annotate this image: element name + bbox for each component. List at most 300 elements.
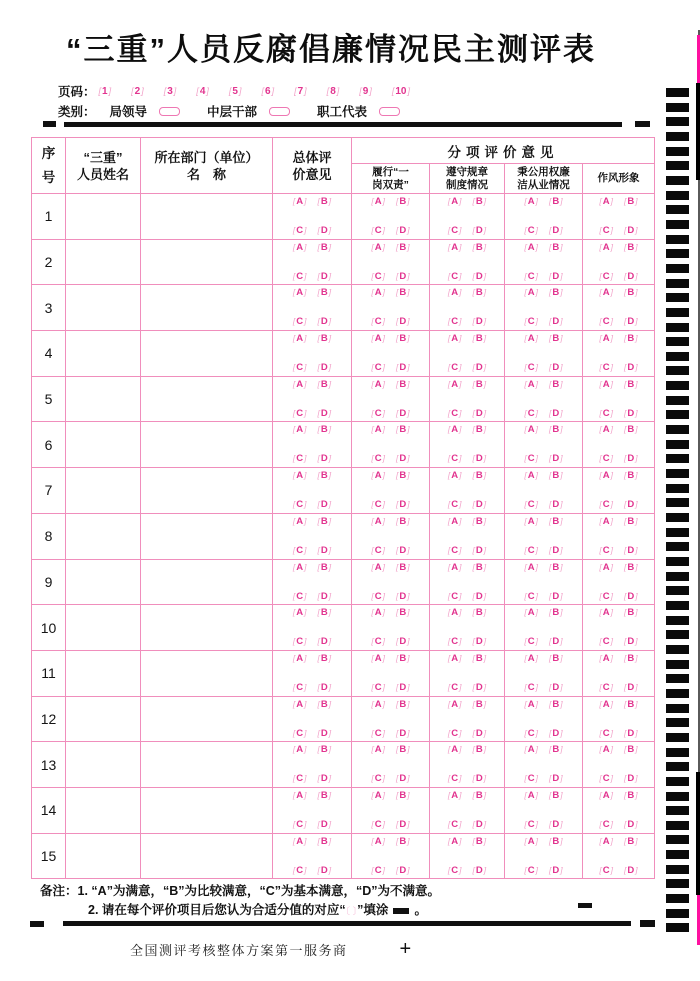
bubble-A[interactable]: [A] [599,698,613,710]
bubble-A[interactable]: [A] [447,424,462,436]
bubble-D[interactable]: [D] [396,362,410,374]
bubble-C[interactable]: [C] [447,270,462,282]
bubble-B[interactable]: [B] [472,607,487,619]
department-input-cell[interactable] [141,650,273,696]
bubble-D[interactable]: [D] [472,407,487,419]
bubble-A[interactable]: [A] [599,241,613,253]
name-input-cell[interactable] [66,787,141,833]
name-input-cell[interactable] [66,468,141,514]
department-input-cell[interactable] [141,742,273,788]
bubble-A[interactable]: [A] [599,515,613,527]
bubble-A[interactable]: [A] [292,652,307,664]
bubble-A[interactable]: [A] [447,515,462,527]
department-input-cell[interactable] [141,285,273,331]
bubble-A[interactable]: [A] [599,424,613,436]
bubble-C[interactable]: [C] [599,590,613,602]
bubble-C[interactable]: [C] [371,225,385,236]
bubble-D[interactable]: [D] [549,453,563,465]
name-input-cell[interactable] [66,742,141,788]
bubble-A[interactable]: [A] [292,287,307,299]
bubble-C[interactable]: [C] [599,407,613,419]
bubble-B[interactable]: [B] [396,378,410,390]
bubble-D[interactable]: [D] [396,681,410,693]
bubble-C[interactable]: [C] [524,544,538,556]
bubble-A[interactable]: [A] [447,698,462,710]
bubble-D[interactable]: [D] [317,636,332,648]
department-input-cell[interactable] [141,513,273,559]
bubble-A[interactable]: [A] [447,607,462,619]
bubble-C[interactable]: [C] [292,773,307,785]
bubble-D[interactable]: [D] [472,636,487,648]
bubble-A[interactable]: [A] [292,789,307,801]
bubble-B[interactable]: [B] [317,333,332,345]
bubble-A[interactable]: [A] [371,287,385,299]
bubble-D[interactable]: [D] [317,270,332,282]
bubble-B[interactable]: [B] [472,378,487,390]
bubble-B[interactable]: [B] [317,789,332,801]
bubble-C[interactable]: [C] [599,773,613,785]
bubble-A[interactable]: [A] [371,333,385,345]
bubble-D[interactable]: [D] [317,773,332,785]
bubble-D[interactable]: [D] [317,225,332,236]
bubble-C[interactable]: [C] [447,362,462,374]
bubble-D[interactable]: [D] [317,407,332,419]
bubble-C[interactable]: [C] [599,270,613,282]
department-input-cell[interactable] [141,376,273,422]
bubble-B[interactable]: [B] [549,287,563,299]
bubble-C[interactable]: [C] [292,818,307,830]
department-input-cell[interactable] [141,833,273,879]
bubble-D[interactable]: [D] [396,544,410,556]
bubble-B[interactable]: [B] [549,424,563,436]
bubble-D[interactable]: [D] [317,499,332,511]
bubble-D[interactable]: [D] [624,864,638,876]
bubble-B[interactable]: [B] [472,424,487,436]
page-bubble-10[interactable]: [10] [391,85,411,97]
bubble-B[interactable]: [B] [472,333,487,345]
bubble-D[interactable]: [D] [549,407,563,419]
bubble-B[interactable]: [B] [472,470,487,482]
bubble-C[interactable]: [C] [599,727,613,739]
bubble-A[interactable]: [A] [599,287,613,299]
bubble-B[interactable]: [B] [396,561,410,573]
bubble-A[interactable]: [A] [447,196,462,207]
department-input-cell[interactable] [141,194,273,240]
bubble-A[interactable]: [A] [599,835,613,847]
bubble-C[interactable]: [C] [447,407,462,419]
bubble-C[interactable]: [C] [524,362,538,374]
bubble-D[interactable]: [D] [549,681,563,693]
bubble-A[interactable]: [A] [371,652,385,664]
bubble-A[interactable]: [A] [371,744,385,756]
bubble-C[interactable]: [C] [371,818,385,830]
bubble-A[interactable]: [A] [524,607,538,619]
bubble-A[interactable]: [A] [447,333,462,345]
bubble-A[interactable]: [A] [292,241,307,253]
bubble-C[interactable]: [C] [599,864,613,876]
bubble-D[interactable]: [D] [317,453,332,465]
bubble-D[interactable]: [D] [624,362,638,374]
bubble-D[interactable]: [D] [396,727,410,739]
bubble-D[interactable]: [D] [549,636,563,648]
bubble-B[interactable]: [B] [549,607,563,619]
bubble-C[interactable]: [C] [524,818,538,830]
bubble-A[interactable]: [A] [524,515,538,527]
bubble-C[interactable]: [C] [371,453,385,465]
page-bubble-1[interactable]: [1] [98,85,112,97]
bubble-B[interactable]: [B] [624,607,638,619]
bubble-B[interactable]: [B] [317,424,332,436]
bubble-D[interactable]: [D] [472,453,487,465]
bubble-C[interactable]: [C] [599,453,613,465]
page-bubble-8[interactable]: [8] [326,85,340,97]
bubble-A[interactable]: [A] [524,744,538,756]
bubble-C[interactable]: [C] [371,727,385,739]
bubble-A[interactable]: [A] [524,835,538,847]
bubble-A[interactable]: [A] [599,744,613,756]
department-input-cell[interactable] [141,696,273,742]
department-input-cell[interactable] [141,559,273,605]
bubble-D[interactable]: [D] [396,270,410,282]
bubble-A[interactable]: [A] [599,470,613,482]
bubble-D[interactable]: [D] [472,773,487,785]
bubble-B[interactable]: [B] [396,196,410,207]
bubble-B[interactable]: [B] [317,744,332,756]
bubble-C[interactable]: [C] [524,864,538,876]
bubble-A[interactable]: [A] [371,378,385,390]
department-input-cell[interactable] [141,468,273,514]
category-checkbox-3[interactable] [379,107,400,116]
bubble-B[interactable]: [B] [624,378,638,390]
bubble-D[interactable]: [D] [396,636,410,648]
bubble-C[interactable]: [C] [599,499,613,511]
bubble-A[interactable]: [A] [524,789,538,801]
bubble-C[interactable]: [C] [599,636,613,648]
bubble-A[interactable]: [A] [292,835,307,847]
bubble-B[interactable]: [B] [472,241,487,253]
bubble-D[interactable]: [D] [472,727,487,739]
bubble-D[interactable]: [D] [472,499,487,511]
bubble-C[interactable]: [C] [292,727,307,739]
bubble-A[interactable]: [A] [524,561,538,573]
bubble-A[interactable]: [A] [599,378,613,390]
name-input-cell[interactable] [66,696,141,742]
bubble-A[interactable]: [A] [292,378,307,390]
bubble-A[interactable]: [A] [599,789,613,801]
bubble-A[interactable]: [A] [447,652,462,664]
bubble-A[interactable]: [A] [599,333,613,345]
bubble-B[interactable]: [B] [624,424,638,436]
bubble-B[interactable]: [B] [624,835,638,847]
bubble-D[interactable]: [D] [472,681,487,693]
bubble-C[interactable]: [C] [292,362,307,374]
bubble-D[interactable]: [D] [549,316,563,328]
bubble-D[interactable]: [D] [317,544,332,556]
bubble-D[interactable]: [D] [624,270,638,282]
bubble-B[interactable]: [B] [624,333,638,345]
bubble-B[interactable]: [B] [396,835,410,847]
bubble-B[interactable]: [B] [472,196,487,207]
bubble-A[interactable]: [A] [524,287,538,299]
bubble-C[interactable]: [C] [447,453,462,465]
bubble-B[interactable]: [B] [472,561,487,573]
name-input-cell[interactable] [66,605,141,651]
bubble-C[interactable]: [C] [371,590,385,602]
bubble-B[interactable]: [B] [317,835,332,847]
bubble-B[interactable]: [B] [472,835,487,847]
bubble-A[interactable]: [A] [292,698,307,710]
bubble-B[interactable]: [B] [396,652,410,664]
bubble-C[interactable]: [C] [292,864,307,876]
bubble-D[interactable]: [D] [396,316,410,328]
bubble-A[interactable]: [A] [599,652,613,664]
bubble-A[interactable]: [A] [292,607,307,619]
bubble-A[interactable]: [A] [371,196,385,207]
bubble-A[interactable]: [A] [371,470,385,482]
department-input-cell[interactable] [141,422,273,468]
bubble-C[interactable]: [C] [524,727,538,739]
bubble-A[interactable]: [A] [447,789,462,801]
bubble-A[interactable]: [A] [292,744,307,756]
bubble-D[interactable]: [D] [624,453,638,465]
bubble-B[interactable]: [B] [549,652,563,664]
category-checkbox-1[interactable] [159,107,180,116]
bubble-A[interactable]: [A] [524,424,538,436]
bubble-D[interactable]: [D] [472,590,487,602]
bubble-C[interactable]: [C] [447,818,462,830]
bubble-D[interactable]: [D] [624,818,638,830]
bubble-A[interactable]: [A] [292,561,307,573]
bubble-B[interactable]: [B] [472,698,487,710]
bubble-A[interactable]: [A] [292,424,307,436]
department-input-cell[interactable] [141,331,273,377]
bubble-D[interactable]: [D] [549,773,563,785]
bubble-A[interactable]: [A] [371,515,385,527]
bubble-B[interactable]: [B] [317,196,332,207]
bubble-D[interactable]: [D] [549,818,563,830]
bubble-D[interactable]: [D] [396,590,410,602]
bubble-B[interactable]: [B] [317,241,332,253]
bubble-A[interactable]: [A] [371,698,385,710]
bubble-B[interactable]: [B] [624,698,638,710]
bubble-D[interactable]: [D] [396,225,410,236]
bubble-B[interactable]: [B] [317,698,332,710]
bubble-C[interactable]: [C] [292,499,307,511]
bubble-A[interactable]: [A] [447,470,462,482]
bubble-D[interactable]: [D] [549,590,563,602]
bubble-D[interactable]: [D] [624,727,638,739]
bubble-B[interactable]: [B] [396,333,410,345]
bubble-B[interactable]: [B] [396,424,410,436]
category-checkbox-2[interactable] [269,107,290,116]
name-input-cell[interactable] [66,650,141,696]
name-input-cell[interactable] [66,331,141,377]
bubble-B[interactable]: [B] [549,835,563,847]
bubble-D[interactable]: [D] [624,636,638,648]
bubble-B[interactable]: [B] [549,470,563,482]
bubble-A[interactable]: [A] [447,378,462,390]
bubble-D[interactable]: [D] [624,225,638,236]
name-input-cell[interactable] [66,833,141,879]
bubble-A[interactable]: [A] [292,515,307,527]
bubble-D[interactable]: [D] [317,362,332,374]
bubble-C[interactable]: [C] [292,407,307,419]
bubble-A[interactable]: [A] [524,241,538,253]
bubble-A[interactable]: [A] [524,333,538,345]
bubble-C[interactable]: [C] [292,636,307,648]
bubble-A[interactable]: [A] [599,607,613,619]
bubble-B[interactable]: [B] [396,515,410,527]
bubble-A[interactable]: [A] [447,287,462,299]
bubble-B[interactable]: [B] [396,241,410,253]
page-bubble-6[interactable]: [6] [261,85,275,97]
bubble-C[interactable]: [C] [371,544,385,556]
department-input-cell[interactable] [141,239,273,285]
bubble-C[interactable]: [C] [292,453,307,465]
bubble-D[interactable]: [D] [472,544,487,556]
bubble-D[interactable]: [D] [317,818,332,830]
bubble-B[interactable]: [B] [624,744,638,756]
bubble-D[interactable]: [D] [472,864,487,876]
bubble-B[interactable]: [B] [624,789,638,801]
bubble-B[interactable]: [B] [549,744,563,756]
bubble-D[interactable]: [D] [549,499,563,511]
bubble-B[interactable]: [B] [317,470,332,482]
bubble-B[interactable]: [B] [549,333,563,345]
bubble-A[interactable]: [A] [599,561,613,573]
bubble-C[interactable]: [C] [524,453,538,465]
bubble-D[interactable]: [D] [624,773,638,785]
bubble-A[interactable]: [A] [371,241,385,253]
bubble-D[interactable]: [D] [317,316,332,328]
bubble-B[interactable]: [B] [472,789,487,801]
bubble-C[interactable]: [C] [447,727,462,739]
bubble-D[interactable]: [D] [396,773,410,785]
bubble-C[interactable]: [C] [524,225,538,236]
bubble-D[interactable]: [D] [549,544,563,556]
bubble-A[interactable]: [A] [292,333,307,345]
bubble-B[interactable]: [B] [624,561,638,573]
bubble-A[interactable]: [A] [371,424,385,436]
bubble-A[interactable]: [A] [524,196,538,207]
bubble-C[interactable]: [C] [599,681,613,693]
bubble-D[interactable]: [D] [396,818,410,830]
bubble-C[interactable]: [C] [371,407,385,419]
bubble-C[interactable]: [C] [447,864,462,876]
bubble-B[interactable]: [B] [396,698,410,710]
name-input-cell[interactable] [66,239,141,285]
bubble-D[interactable]: [D] [624,499,638,511]
bubble-B[interactable]: [B] [396,287,410,299]
name-input-cell[interactable] [66,513,141,559]
bubble-D[interactable]: [D] [472,225,487,236]
name-input-cell[interactable] [66,559,141,605]
bubble-D[interactable]: [D] [396,864,410,876]
bubble-C[interactable]: [C] [524,499,538,511]
bubble-C[interactable]: [C] [599,544,613,556]
bubble-C[interactable]: [C] [371,270,385,282]
bubble-C[interactable]: [C] [292,681,307,693]
bubble-D[interactable]: [D] [317,864,332,876]
bubble-A[interactable]: [A] [292,196,307,207]
bubble-B[interactable]: [B] [396,744,410,756]
bubble-B[interactable]: [B] [624,470,638,482]
page-bubble-2[interactable]: [2] [131,85,144,97]
bubble-C[interactable]: [C] [524,590,538,602]
department-input-cell[interactable] [141,787,273,833]
bubble-D[interactable]: [D] [317,681,332,693]
bubble-A[interactable]: [A] [524,378,538,390]
bubble-C[interactable]: [C] [292,544,307,556]
bubble-B[interactable]: [B] [549,196,563,207]
bubble-B[interactable]: [B] [549,241,563,253]
bubble-D[interactable]: [D] [472,362,487,374]
name-input-cell[interactable] [66,376,141,422]
bubble-B[interactable]: [B] [472,744,487,756]
bubble-C[interactable]: [C] [371,636,385,648]
page-bubble-5[interactable]: [5] [228,85,242,97]
name-input-cell[interactable] [66,194,141,240]
bubble-C[interactable]: [C] [292,225,307,236]
bubble-B[interactable]: [B] [549,515,563,527]
bubble-D[interactable]: [D] [549,864,563,876]
bubble-C[interactable]: [C] [371,773,385,785]
bubble-C[interactable]: [C] [599,316,613,328]
bubble-A[interactable]: [A] [447,561,462,573]
department-input-cell[interactable] [141,605,273,651]
bubble-D[interactable]: [D] [549,225,563,236]
bubble-B[interactable]: [B] [624,287,638,299]
bubble-C[interactable]: [C] [371,864,385,876]
bubble-B[interactable]: [B] [317,607,332,619]
bubble-C[interactable]: [C] [447,681,462,693]
bubble-C[interactable]: [C] [524,773,538,785]
bubble-B[interactable]: [B] [549,698,563,710]
bubble-B[interactable]: [B] [317,378,332,390]
bubble-D[interactable]: [D] [396,453,410,465]
bubble-B[interactable]: [B] [317,652,332,664]
bubble-A[interactable]: [A] [447,241,462,253]
bubble-C[interactable]: [C] [447,590,462,602]
bubble-C[interactable]: [C] [371,499,385,511]
bubble-C[interactable]: [C] [447,636,462,648]
bubble-C[interactable]: [C] [524,407,538,419]
bubble-C[interactable]: [C] [292,316,307,328]
bubble-B[interactable]: [B] [549,561,563,573]
bubble-A[interactable]: [A] [524,652,538,664]
bubble-D[interactable]: [D] [549,270,563,282]
bubble-B[interactable]: [B] [317,561,332,573]
name-input-cell[interactable] [66,422,141,468]
bubble-B[interactable]: [B] [624,515,638,527]
bubble-B[interactable]: [B] [549,378,563,390]
bubble-C[interactable]: [C] [447,544,462,556]
page-bubble-9[interactable]: [9] [359,85,372,97]
bubble-A[interactable]: [A] [292,470,307,482]
bubble-A[interactable]: [A] [371,789,385,801]
bubble-C[interactable]: [C] [447,499,462,511]
bubble-D[interactable]: [D] [549,727,563,739]
bubble-A[interactable]: [A] [371,835,385,847]
bubble-D[interactable]: [D] [396,499,410,511]
bubble-C[interactable]: [C] [524,681,538,693]
bubble-D[interactable]: [D] [624,407,638,419]
bubble-D[interactable]: [D] [624,681,638,693]
bubble-A[interactable]: [A] [447,835,462,847]
bubble-C[interactable]: [C] [447,773,462,785]
bubble-D[interactable]: [D] [472,270,487,282]
bubble-B[interactable]: [B] [396,607,410,619]
